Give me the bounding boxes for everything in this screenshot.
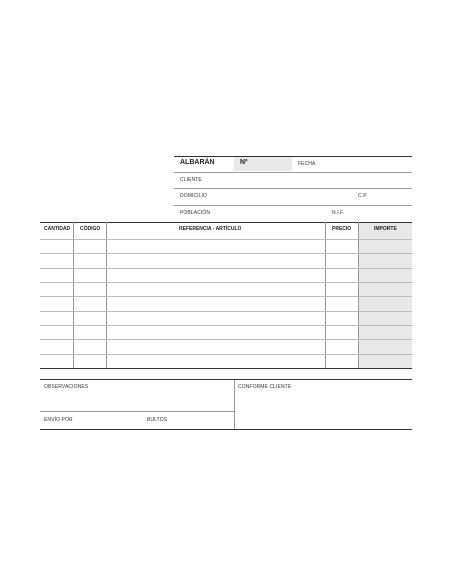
header-top-rule <box>174 156 412 157</box>
header-divider <box>174 205 412 206</box>
table-row-line <box>40 325 412 326</box>
address-label: DOMICILIO <box>180 193 208 199</box>
albaran-footer <box>40 379 412 430</box>
client-label: CLIENTE <box>180 177 202 183</box>
column-separator <box>325 222 326 368</box>
table-row-line <box>40 282 412 283</box>
signature-label: CONFORME CLIENTE <box>238 384 292 390</box>
table-row-line <box>40 253 412 254</box>
town-label: POBLACIÓN <box>180 210 211 216</box>
column-separator <box>358 222 359 368</box>
number-label: Nº <box>240 159 248 166</box>
table-row-line <box>40 354 412 355</box>
column-separator <box>73 222 74 368</box>
column-header-price: PRECIO <box>332 226 352 232</box>
shipping-label: ENVÍO POR <box>44 417 73 423</box>
packages-label: BULTOS <box>147 417 168 423</box>
footer-top-rule <box>40 379 412 380</box>
document-title: ALBARÁN <box>180 159 215 166</box>
table-row-line <box>40 268 412 269</box>
observations-label: OBSERVACIONES <box>44 384 89 390</box>
date-label: FECHA <box>298 161 316 167</box>
column-separator <box>106 222 107 368</box>
albaran-header <box>174 156 412 218</box>
table-row-line <box>40 339 412 340</box>
table-row-line <box>40 296 412 297</box>
column-header-quantity: CANTIDAD <box>44 226 71 232</box>
column-header-reference: REFERENCIA - ARTÍCULO <box>179 226 242 232</box>
column-header-amount: IMPORTE <box>374 226 397 232</box>
header-divider <box>174 188 412 189</box>
footer-bottom-rule <box>40 429 412 430</box>
postal-code-label: C.P. <box>358 193 368 199</box>
column-header-code: CÓDIGO <box>80 226 101 232</box>
table-top-rule <box>40 222 412 223</box>
footer-divider <box>40 411 234 412</box>
table-bottom-rule <box>40 368 412 369</box>
tax-id-label: N.I.F. <box>332 210 345 216</box>
footer-separator <box>234 380 235 429</box>
header-divider <box>174 172 412 173</box>
table-row-line <box>40 311 412 312</box>
table-row-line <box>40 239 412 240</box>
items-table <box>40 222 412 369</box>
